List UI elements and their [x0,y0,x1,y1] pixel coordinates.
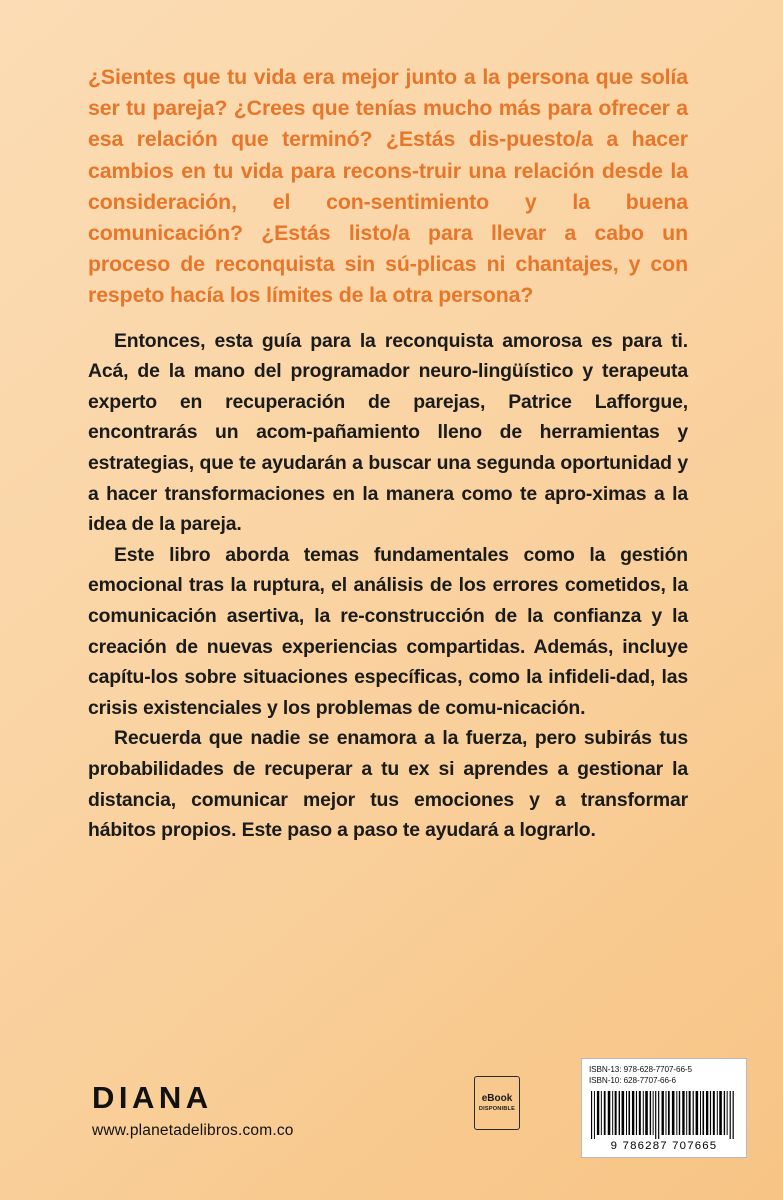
blurb-section [88,62,688,846]
publisher-url: www.planetadelibros.com.co [92,1122,294,1139]
isbn-text-lines [589,1065,739,1086]
barcode-number: 9 786287 707665 [610,1140,718,1152]
body-paragraph-1: Entonces, esta guía para la reconquista amorosa es para ti. Acá, de la mano del programador neuro-lingüístico y terapeuta experto en recuperación de parejas, Patrice Lafforgue, encontrarás un acom-pañamiento lleno de herramientas y estrategias, que te ayudarán a buscar una segunda oportunidad y a hacer transformaciones en la manera como te apro-ximas a la idea de la pareja. [88,329,688,536]
lead-question-paragraph: ¿Sientes que tu vida era mejor junto a la persona que solía ser tu pareja? ¿Crees que tenías mucho más para ofrecer a esa relación que terminó? ¿Estás dis-puesto/a a hacer cambios en tu vida para recons-truir una relación desde la consideración, el con-sentimiento y la buena comunicación? ¿Estás listo/a para llevar a cabo un proceso de reconquista sin sú-plicas ni chantajes, y con respeto hacía los límites de la otra persona? [88,65,688,308]
publisher-block [92,1082,412,1140]
ebook-badge-title: eBook [481,1093,513,1104]
publisher-logo: DIANA [92,1080,213,1115]
isbn10-label: ISBN-10: 628-7707-66-6 [589,1075,677,1085]
barcode-image [589,1091,739,1139]
body-paragraph-3: Recuerda que nadie se enamora a la fuerza, pero subirás tus probabilidades de recuperar a tu ex si aprendes a gestionar la distancia, comunicar mejor tus emociones y a transformar hábitos propios. Este paso a paso te ayudará a lograrlo. [88,727,688,842]
ebook-badge-subtitle: DISPONIBLE [478,1106,516,1112]
body-paragraph-2: Este libro aborda temas fundamentales como la gestión emocional tras la ruptura, el análisis de los errores cometidos, la comunicación asertiva, la re-construcción de la confianza y la creación de nuevas experiencias compartidas. Además, incluye capítu-los sobre situaciones específicas, como la infideli-dad, las crisis existenciales y los problemas de comu-nicación. [88,543,688,719]
ebook-available-badge [474,1076,520,1130]
isbn13-label: ISBN-13: 978-628-7707-66-5 [589,1065,692,1074]
isbn-barcode-block [581,1058,747,1158]
